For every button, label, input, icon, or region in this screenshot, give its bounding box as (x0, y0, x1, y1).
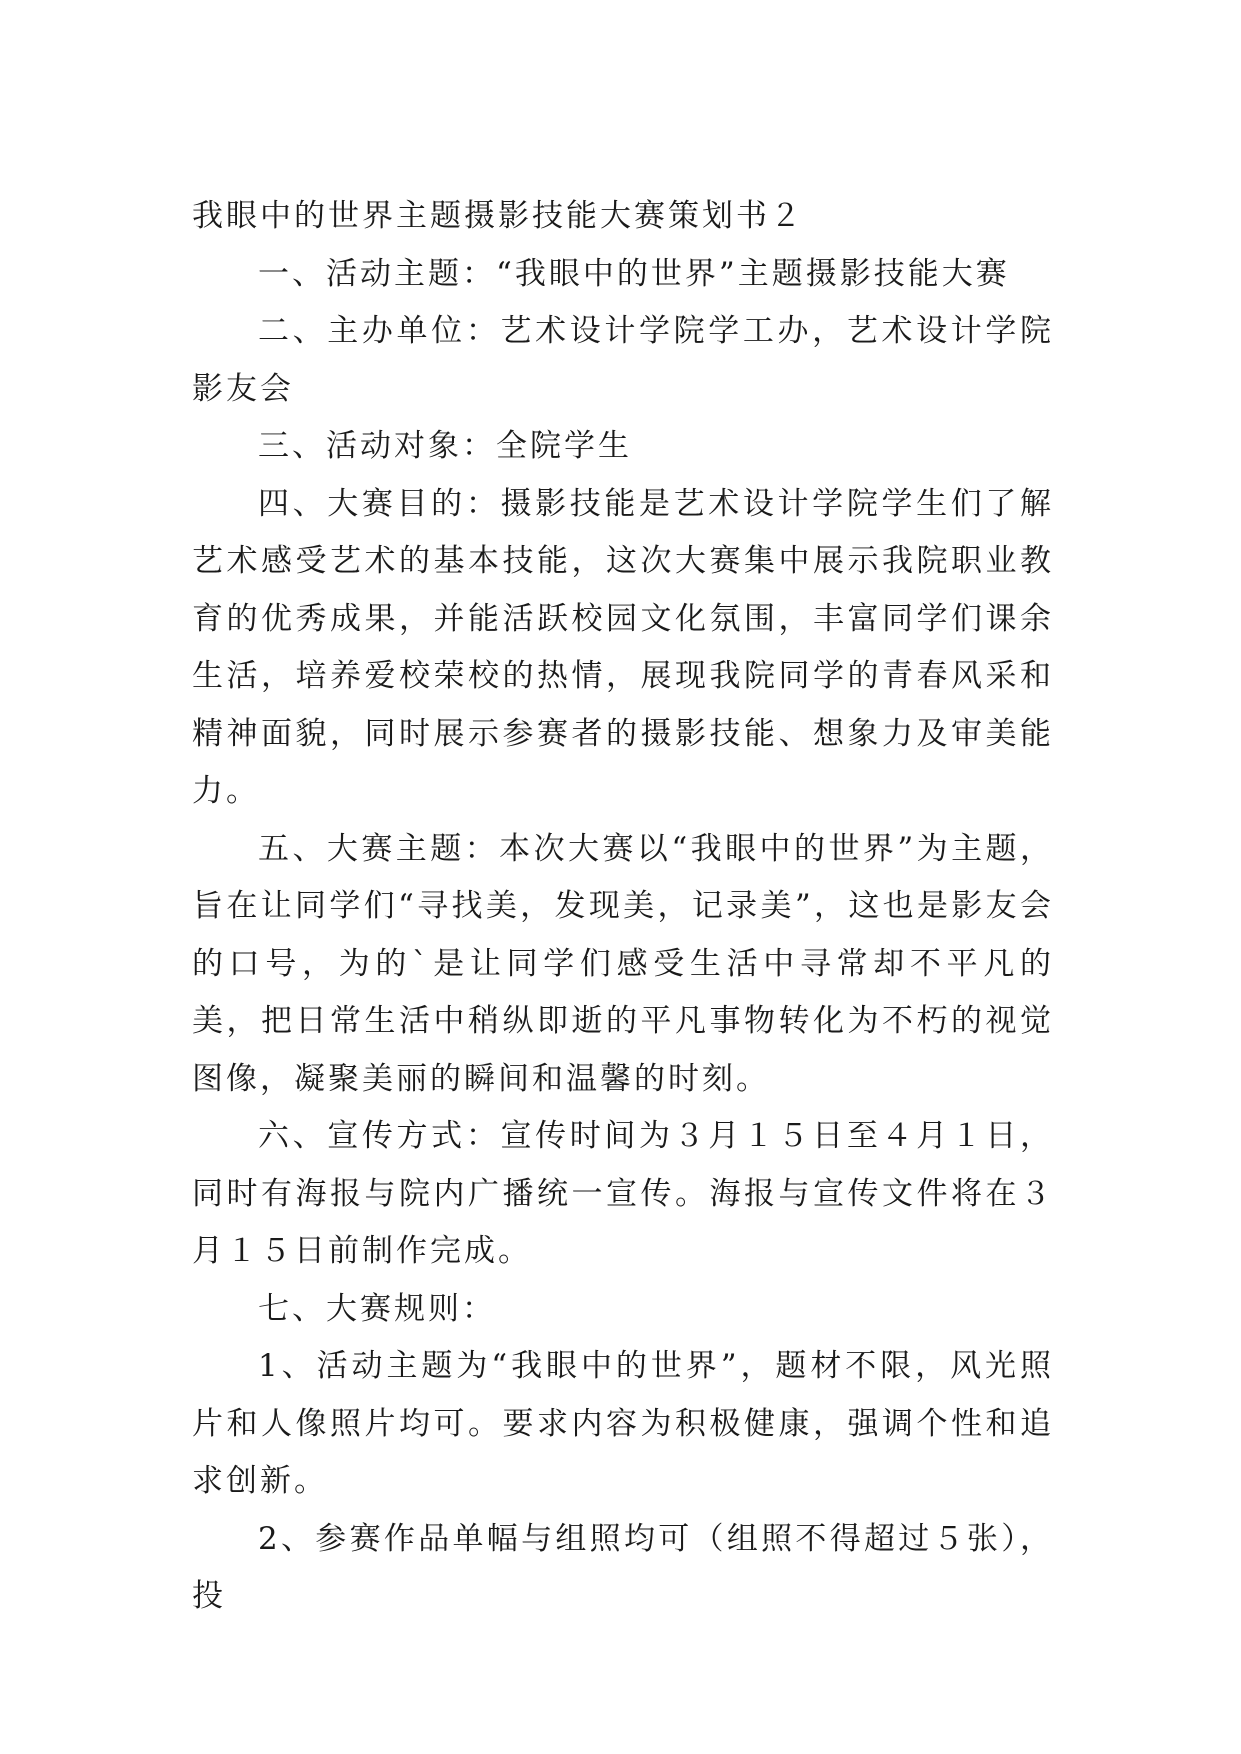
section-purpose: 四、大赛目的：摄影技能是艺术设计学院学生们了解艺术感受艺术的基本技能，这次大赛集中展示我院职业教育的优秀成果，并能活跃校园文化氛围，丰富同学们课余生活，培养爱校荣校的热情，展现我院同学的青春风采和精神面貌，同时展示参赛者的摄影技能、想象力及审美能力。 (192, 485, 1054, 809)
section-organizer: 二、主办单位：艺术设计学院学工办，艺术设计学院影友会 (192, 313, 1054, 407)
document-body (192, 188, 1054, 1626)
section-participants: 三、活动对象：全院学生 (258, 428, 632, 464)
section-publicity: 六、宣传方式：宣传时间为３月１５日至４月１日，同时有海报与院内广播统一宣传。海报与宣传文件将在３月１５日前制作完成。 (192, 1118, 1054, 1269)
document-title: 我眼中的世界主题摄影技能大赛策划书２ (192, 198, 804, 234)
section-rules-heading: 七、大赛规则： (258, 1290, 496, 1327)
rule-item-2: 2、参赛作品单幅与组照均可（组照不得超过５张），投 (192, 1520, 1054, 1614)
section-contest-theme: 五、大赛主题：本次大赛以“我眼中的世界”为主题，旨在让同学们“寻找美，发现美，记录美”，这也是影友会的口号，为的`是让同学们感受生活中寻常却不平凡的美，把日常生活中稍纵即逝的平凡事物转化为不朽的视觉图像，凝聚美丽的瞬间和温馨的时刻。 (192, 830, 1054, 1097)
rule-item-1: 1、活动主题为“我眼中的世界”，题材不限，风光照片和人像照片均可。要求内容为积极健康，强调个性和追求创新。 (192, 1348, 1054, 1499)
section-activity-theme: 一、活动主题：“我眼中的世界”主题摄影技能大赛 (258, 255, 1010, 292)
